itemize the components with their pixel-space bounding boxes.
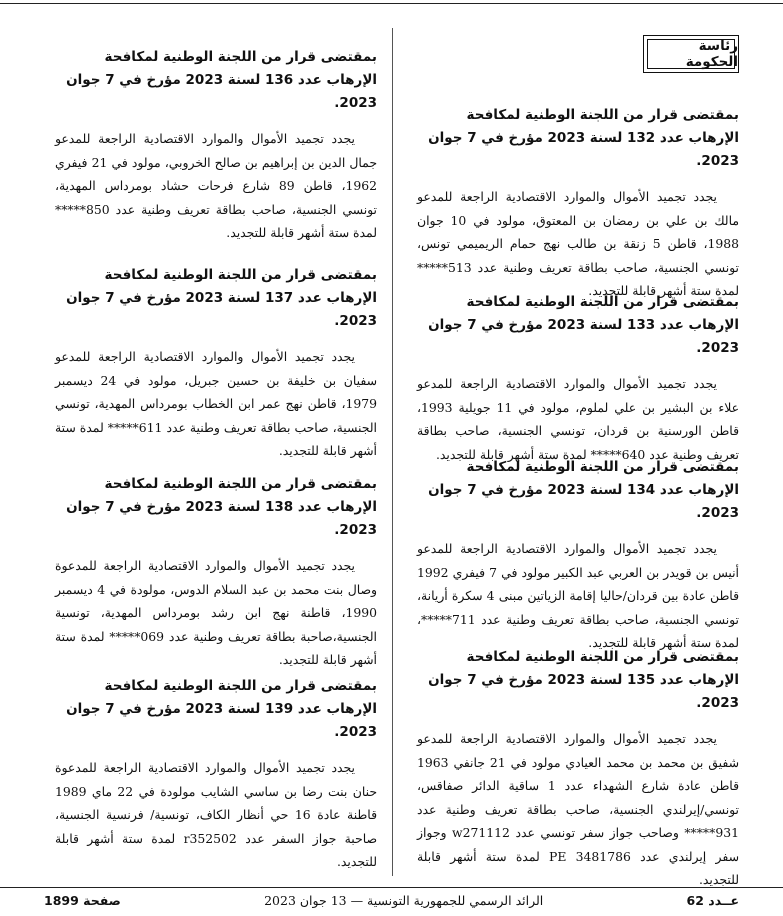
decision-entry — [417, 646, 739, 892]
decision-entry — [417, 456, 739, 655]
decision-body: يجدد تجميد الأموال والموارد الاقتصادية الراجعة للمدعوة حنان بنت رضا بن ساسي الشايب مولودة في 22 ماي 1989 قاطنة عادة 16 حي أنظار الكاف، تونسية/ فرنسية الجنسية، صاحبة جواز السفر عدد r352502 لمدة ستة أشهر قابلة للتجديد. — [55, 760, 378, 869]
decision-title: بمقتضى قرار من اللجنة الوطنية لمكافحة الإرهاب عدد 134 لسنة 2023 مؤرخ في 7 جوان 2023. — [428, 459, 739, 521]
decision-entry — [55, 473, 377, 672]
decision-entry — [55, 675, 377, 874]
decision-entry — [55, 264, 377, 463]
journal-title: الرائد الرسمي للجمهورية التونسية — 13 جوان 2023 — [264, 892, 544, 908]
top-rule — [0, 3, 783, 4]
decision-body: يجدد تجميد الأموال والموارد الاقتصادية الراجعة للمدعو سفيان بن خليفة بن حسين جبريل، مولود في 24 ديسمبر 1979، قاطن نهج عمر ابن الخطاب بومرداس المهدية، تونسي الجنسية، صاحب بطاقة تعريف وطنية عدد 611***** لمدة ستة أشهر قابلة للتجديد. — [55, 349, 377, 458]
decision-title: بمقتضى قرار من اللجنة الوطنية لمكافحة الإرهاب عدد 133 لسنة 2023 مؤرخ في 7 جوان 2023. — [428, 294, 739, 356]
decision-body: يجدد تجميد الأموال والموارد الاقتصادية الراجعة للمدعو شفيق بن محمد بن محمد العيادي مولود في 21 جانفي 1963 قاطن عادة شارع الشهداء عدد 1 ساقية الدائر صفاقس، تونسي/إيرلندي الجنسية، صاحب بطاقة تعريف وطنية عدد 931***** وصاحب جواز سفر تونسي عدد w271112 وجواز سفر إيرلندي عدد PE 3481786 لمدة ستة أشهر قابلة للتجديد. — [417, 731, 739, 887]
section-label-box — [643, 35, 739, 73]
decision-title: بمقتضى قرار من اللجنة الوطنية لمكافحة الإرهاب عدد 139 لسنة 2023 مؤرخ في 7 جوان 2023. — [66, 678, 377, 740]
decision-body: يجدد تجميد الأموال والموارد الاقتصادية الراجعة للمدعوة وصال بنت محمد بن عبد السلام الدوس، مولودة في 4 ديسمبر 1990، قاطنة نهج ابن رشد بومرداس المهدية، تونسية الجنسية،صاحبة بطاقة تعريف وطنية عدد 069***** لمدة ستة أشهر قابلة للتجديد. — [55, 558, 378, 667]
page-footer — [44, 890, 739, 910]
decision-title: بمقتضى قرار من اللجنة الوطنية لمكافحة الإرهاب عدد 132 لسنة 2023 مؤرخ في 7 جوان 2023. — [428, 107, 739, 169]
decision-entry — [417, 291, 739, 466]
decision-entry — [55, 46, 377, 245]
decision-title: بمقتضى قرار من اللجنة الوطنية لمكافحة الإرهاب عدد 136 لسنة 2023 مؤرخ في 7 جوان 2023. — [66, 49, 377, 111]
decision-body: يجدد تجميد الأموال والموارد الاقتصادية الراجعة للمدعو جمال الدين بن إبراهيم بن صالح الخروبي، مولود في 21 فيفري 1962، قاطن 89 شارع فرحات حشاد بومرداس المهدية، تونسي الجنسية، صاحب بطاقة تعريف وطنية عدد 850***** لمدة ستة أشهر قابلة للتجديد. — [55, 131, 377, 240]
decision-title: بمقتضى قرار من اللجنة الوطنية لمكافحة الإرهاب عدد 137 لسنة 2023 مؤرخ في 7 جوان 2023. — [66, 267, 377, 329]
decision-body: يجدد تجميد الأموال والموارد الاقتصادية الراجعة للمدعو أنيس بن قويدر بن العربي عبد الكبير مولود في 7 فيفري 1992 قاطن عادة بين قردان/حاليا إقامة الزياتين مبنى 4 سكرة أريانة، تونسي الجنسية، صاحب بطاقة تعريف وطنية عدد 711*****، لمدة ستة أشهر قابلة للتجديد. — [417, 541, 740, 650]
decision-body: يجدد تجميد الأموال والموارد الاقتصادية الراجعة للمدعو مالك بن علي بن رمضان بن المعتوق، مولود في 10 جوان 1988، قاطن 5 زنقة بن طالب نهج حمام الريميمي تونس، تونسي الجنسية، صاحب بطاقة تعريف وطنية عدد 513***** لمدة ستة أشهر قابلة للتجديد. — [417, 189, 740, 298]
section-label: رئاسة الحكومة — [685, 38, 738, 70]
decision-title: بمقتضى قرار من اللجنة الوطنية لمكافحة الإرهاب عدد 138 لسنة 2023 مؤرخ في 7 جوان 2023. — [66, 476, 377, 538]
decision-title: بمقتضى قرار من اللجنة الوطنية لمكافحة الإرهاب عدد 135 لسنة 2023 مؤرخ في 7 جوان 2023. — [428, 649, 739, 711]
issue-number: عــدد 62 — [686, 892, 739, 908]
column-divider — [392, 28, 393, 876]
decision-body: يجدد تجميد الأموال والموارد الاقتصادية الراجعة للمدعو علاء بن البشير بن علي لملوم، مولود في 11 جويلية 1993، قاطن الورسنية بن قردان، تونسي الجنسية، صاحب بطاقة تعريف وطنية عدد 640***** لمدة ستة أشهر قابلة للتجديد. — [417, 376, 739, 462]
page-number: صفحة 1899 — [44, 892, 121, 908]
bottom-rule — [0, 887, 783, 888]
decision-entry — [417, 104, 739, 303]
